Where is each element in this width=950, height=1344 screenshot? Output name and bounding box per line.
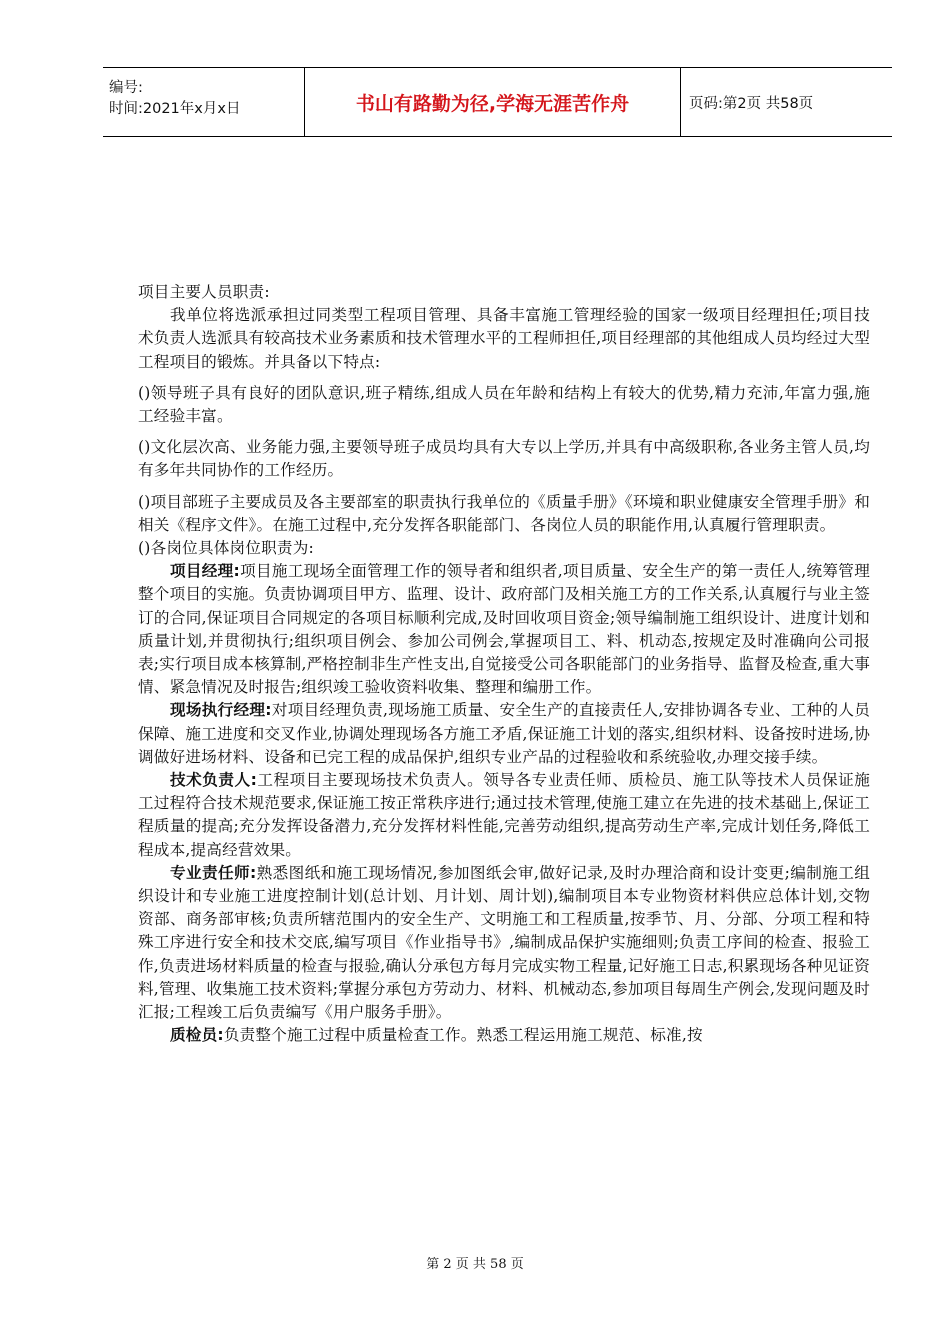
page-footer <box>0 1253 950 1272</box>
point-paragraph-1: ()领导班子具有良好的团队意识,班子精练,组成人员在年龄和结构上有较大的优势,精力充沛,年富力强,施工经验丰富。 <box>138 383 870 426</box>
point-paragraph-4: ()各岗位具体岗位职责为: <box>138 539 314 558</box>
role-title: 项目经理: <box>170 562 240 581</box>
role-project-manager <box>138 560 870 699</box>
point-paragraph-3: ()项目部班子主要成员及各主要部室的职责执行我单位的《质量手册》《环境和职业健康安全管理手册》和相关《程序文件》。在施工过程中,充分发挥各职能部门、各岗位人员的职能作用,认真履行管理职责。 <box>138 492 870 534</box>
section-heading: 项目主要人员职责: <box>138 283 270 301</box>
point-paragraph-2: ()文化层次高、业务能力强,主要领导班子成员均具有大专以上学历,并具有中高级职称,各业务主管人员,均有多年共同协作的工作经历。 <box>138 438 870 480</box>
role-title: 现场执行经理: <box>170 701 272 720</box>
header-motto-cell <box>305 68 681 136</box>
footer-page-number: 第 2 页 共 58 页 <box>426 1257 524 1272</box>
intro-paragraph: 我单位将选派承担过同类型工程项目管理、具备丰富施工管理经验的国家一级项目经理担任;项目技术负责人选派具有较高技术业务素质和技术管理水平的工程师担任,项目经理部的其他组成人员均经过大型工程项目的锻炼。并具备以下特点: <box>138 306 870 371</box>
header-meta-cell <box>103 68 305 136</box>
document-time-label: 时间:2021年x月x日 <box>109 101 241 117</box>
role-description: 工程项目主要现场技术负责人。领导各专业责任师、质检员、施工队等技术人员保证施工过程符合技术规范要求,保证施工按正常秩序进行;通过技术管理,使施工建立在先进的技术基础上,保证工程质量的提高;充分发挥设备潜力,充分发挥材料性能,完善劳动组织,提高劳动生产率,完成计划任务,降低工程成本,提高经营效果。 <box>138 771 871 859</box>
document-number-label: 编号: <box>109 80 143 96</box>
role-title: 专业责任师: <box>170 863 257 882</box>
document-body <box>138 281 870 1048</box>
role-title: 技术负责人: <box>170 771 258 790</box>
role-technical-lead <box>138 769 870 862</box>
page-header <box>103 67 892 137</box>
role-description: 对项目经理负责,现场施工质量、安全生产的直接责任人,安排协调各专业、工种的人员保障、施工进度和交叉作业,协调处理现场各方施工矛盾,保证施工计划的落实,组织材料、设备按时进场,协调做好进场材料、设备和已完工程的成品保护,组织专业产品的过程验收和系统验收,办理交接手续。 <box>138 701 870 766</box>
role-description: 负责整个施工过程中质量检查工作。熟悉工程运用施工规范、标准,按 <box>223 1026 703 1045</box>
role-quality-inspector <box>138 1024 870 1047</box>
role-site-executive-manager <box>138 699 870 769</box>
role-description: 项目施工现场全面管理工作的领导者和组织者,项目质量、安全生产的第一责任人,统筹管理整个项目的实施。负责协调项目甲方、监理、设计、政府部门及相关施工方的工作关系,认真履行与业主签订的合同,保证项目合同规定的各项目标顺利完成,及时回收项目资金;领导编制施工组织设计、进度计划和质量计划,并贯彻执行;组织项目例会、参加公司例会,掌握项目工、料、机动态,按规定及时准确向公司报表;实行项目成本核算制,严格控制非生产性支出,自觉接受公司各职能部门的业务指导、监督及检查,重大事情、紧急情况及时报告;组织竣工验收资料收集、整理和编册工作。 <box>138 562 870 697</box>
header-page-cell <box>681 68 892 136</box>
role-specialty-engineer <box>138 862 870 1024</box>
role-title: 质检员: <box>170 1026 224 1045</box>
header-page-number: 页码:第2页 共58页 <box>689 95 814 112</box>
role-description: 熟悉图纸和施工现场情况,参加图纸会审,做好记录,及时办理洽商和设计变更;编制施工组织设计和专业施工进度控制计划(总计划、月计划、周计划),编制项目本专业物资材料供应总体计划,交物资部、商务部审核;负责所辖范围内的安全生产、文明施工和工程质量,按季节、月、分部、分项工程和特殊工序进行安全和技术交底,编写项目《作业指导书》,编制成品保护实施细则;负责工序间的检查、报验工作,负责进场材料质量的检查与报验,确认分承包方每月完成实物工程量,记好施工日志,积累现场各种见证资料,管理、收集施工技术资料;掌握分承包方劳动力、材料、机械动态,参加项目每周生产例会,发现问题及时汇报;工程竣工后负责编写《用户服务手册》。 <box>138 863 871 1022</box>
header-motto: 书山有路勤为径,学海无涯苦作舟 <box>355 92 630 115</box>
